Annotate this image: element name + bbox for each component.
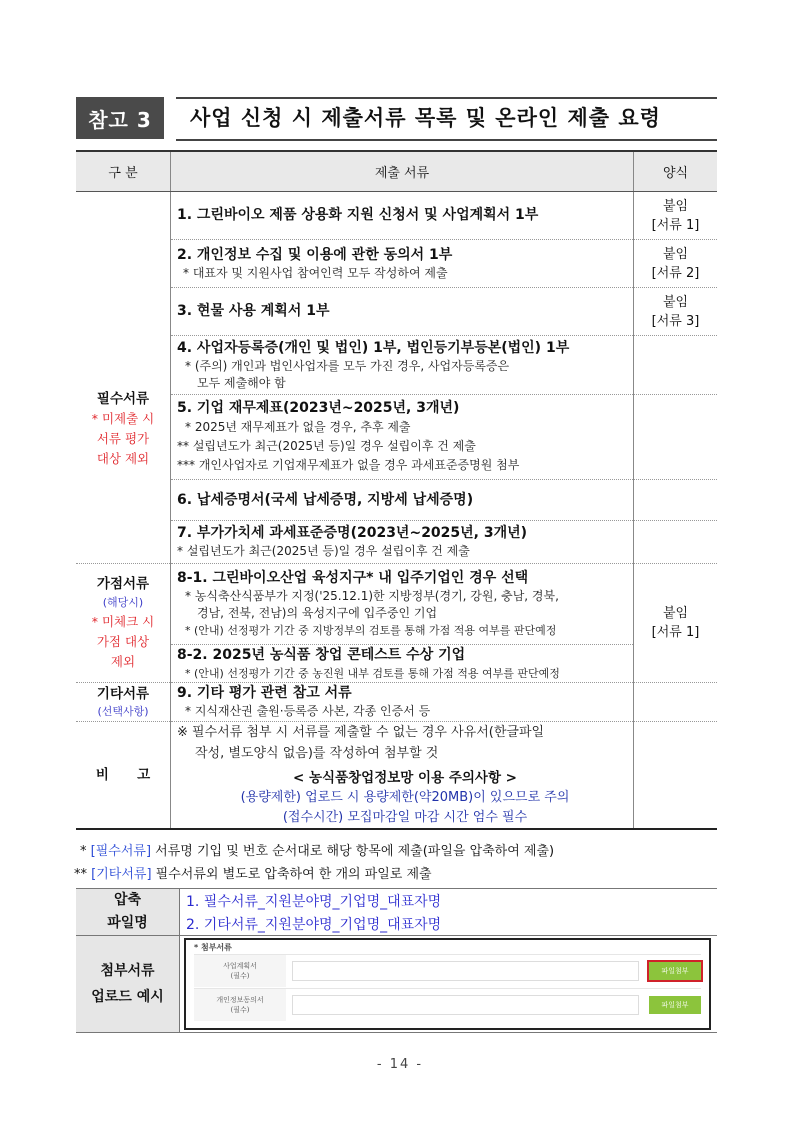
category-bonus: 가점서류 (해당시) * 미체크 시 가점 대상 제외	[76, 564, 171, 683]
attach-file-button[interactable]: 파일첨부	[649, 962, 701, 980]
document-item-8-2: 8-2. 2025년 농식품 창업 콘테스트 수상 기업 * (안내) 선정평가 기간 중 농진원 내부 검토를 통해 가점 적용 여부를 판단예정	[171, 645, 634, 683]
document-item-2: 2. 개인정보 수집 및 이용에 관한 동의서 1부 * 대표자 및 지원사업 참여인력 모두 작성하여 제출	[171, 240, 634, 288]
form-ref-3: 붙임 [서류 3]	[634, 288, 718, 336]
title-rule-top	[176, 97, 717, 99]
table-row	[76, 683, 717, 722]
form-ref-1: 붙임 [서류 1]	[634, 192, 718, 240]
upload-example-header: 첨부서류 업로드 예시	[76, 936, 180, 1033]
form-ref-7	[634, 521, 718, 564]
upload-example-screenshot	[184, 938, 711, 1030]
attachments-section-title: * 첨부서류	[194, 943, 232, 952]
document-item-1: 1. 그린바이오 제품 상용화 지원 신청서 및 사업계획서 1부	[171, 192, 634, 240]
document-item-4: 4. 사업자등록증(개인 및 법인) 1부, 법인등기부등본(법인) 1부 * (주의) 개인과 법인사업자를 모두 가진 경우, 사업자등록증은 모두 제출해야 함	[171, 336, 634, 395]
form-ref-4	[634, 336, 718, 395]
table-row	[76, 288, 717, 336]
file-path-input[interactable]	[292, 961, 639, 981]
reference-badge: 참고 3	[76, 97, 164, 139]
table-row	[76, 336, 717, 395]
table-row	[76, 240, 717, 288]
table-header-row	[76, 151, 717, 192]
document-item-8-1: 8-1. 그린바이오산업 육성지구* 내 입주기업인 경우 선택 * 농식축산식품부가 지정('25.12.1)한 지방정부(경기, 강원, 충남, 경북, 경남, 전북, 전남)의 육성지구에 입주중인 기업 * (안내) 선정평가 기간 중 지방정부의 검토를 통해 가점 적용 여부를 판단예정	[171, 564, 634, 645]
category-other: 기타서류 (선택사항)	[76, 683, 171, 722]
table-row	[76, 564, 717, 645]
zip-filename-table	[76, 888, 717, 1033]
file-path-input[interactable]	[292, 995, 639, 1015]
upload-row-business-plan: 사업계획서 (필수) 파일첨부	[194, 954, 701, 987]
attach-file-button[interactable]: 파일첨부	[649, 996, 701, 1014]
upload-row-privacy-consent: 개인정보동의서 (필수) 파일첨부	[194, 988, 701, 1021]
remarks-content: ※ 필수서류 첨부 시 서류를 제출할 수 없는 경우 사유서(한글파일 작성, 별도양식 없음)를 작성하여 첨부할 것 < 농식품창업정보망 이용 주의사항 > (용량제한) 업로드 시 용량제한(약20MB)이 있으므로 주의 (접수시간) 모집마감일 마감 시간 엄수 필수	[171, 722, 634, 830]
footnote-other: ** [기타서류] 필수서류외 별도로 압축하여 한 개의 파일로 제출	[74, 867, 432, 882]
title-rule-bottom	[176, 139, 717, 141]
zip-filename-required: 1. 필수서류_지원분야명_기업명_대표자명	[180, 889, 718, 913]
document-item-7: 7. 부가가치세 과세표준증명(2023년~2025년, 3개년) * 설립년도가 최근(2025년 등)일 경우 설립이후 건 제출	[171, 521, 634, 564]
category-remarks: 비 고	[76, 722, 171, 830]
section-header	[76, 97, 717, 141]
table-row	[76, 480, 717, 521]
form-ref-6	[634, 480, 718, 521]
column-header-form: 양식	[634, 151, 718, 192]
table-row	[76, 395, 717, 480]
column-header-category: 구 분	[76, 151, 171, 192]
document-item-5: 5. 기업 재무제표(2023년~2025년, 3개년) * 2025년 재무제표가 없을 경우, 추후 제출 ** 설립년도가 최근(2025년 등)일 경우 설립이후 건 제출 *** 개인사업자로 기업재무제표가 없을 경우 과세표준증명원 첨부	[171, 395, 634, 480]
caution-title: < 농식품창업정보망 이용 주의사항 >	[293, 770, 517, 786]
page-number: - 14 -	[376, 1057, 424, 1072]
table-row	[76, 889, 717, 913]
footnote-required: * [필수서류] 서류명 기입 및 번호 순서대로 해당 항목에 제출(파일을 압축하여 제출)	[80, 844, 555, 859]
form-ref-remarks	[634, 722, 718, 830]
upload-example-cell	[180, 936, 718, 1033]
form-ref-5	[634, 395, 718, 480]
zip-filename-header: 압축 파일명	[76, 889, 180, 936]
form-ref-9	[634, 683, 718, 722]
form-ref-8: 붙임 [서류 1]	[634, 564, 718, 683]
document-item-9: 9. 기타 평가 관련 참고 서류 * 지식재산권 출원·등록증 사본, 각종 인증서 등	[171, 683, 634, 722]
zip-filename-other: 2. 기타서류_지원분야명_기업명_대표자명	[180, 912, 718, 936]
document-item-3: 3. 현물 사용 계획서 1부	[171, 288, 634, 336]
document-item-6: 6. 납세증명서(국세 납세증명, 지방세 납세증명)	[171, 480, 634, 521]
category-required: 필수서류 * 미제출 시 서류 평가 대상 제외	[76, 192, 171, 564]
footnotes	[74, 840, 555, 886]
table-row	[76, 192, 717, 240]
documents-table	[76, 150, 717, 830]
table-row	[76, 936, 717, 1033]
column-header-documents: 제출 서류	[171, 151, 634, 192]
form-ref-2: 붙임 [서류 2]	[634, 240, 718, 288]
page-title: 사업 신청 시 제출서류 목록 및 온라인 제출 요령	[190, 106, 661, 130]
remarks-row	[76, 722, 717, 830]
table-row	[76, 521, 717, 564]
table-row	[76, 645, 717, 683]
